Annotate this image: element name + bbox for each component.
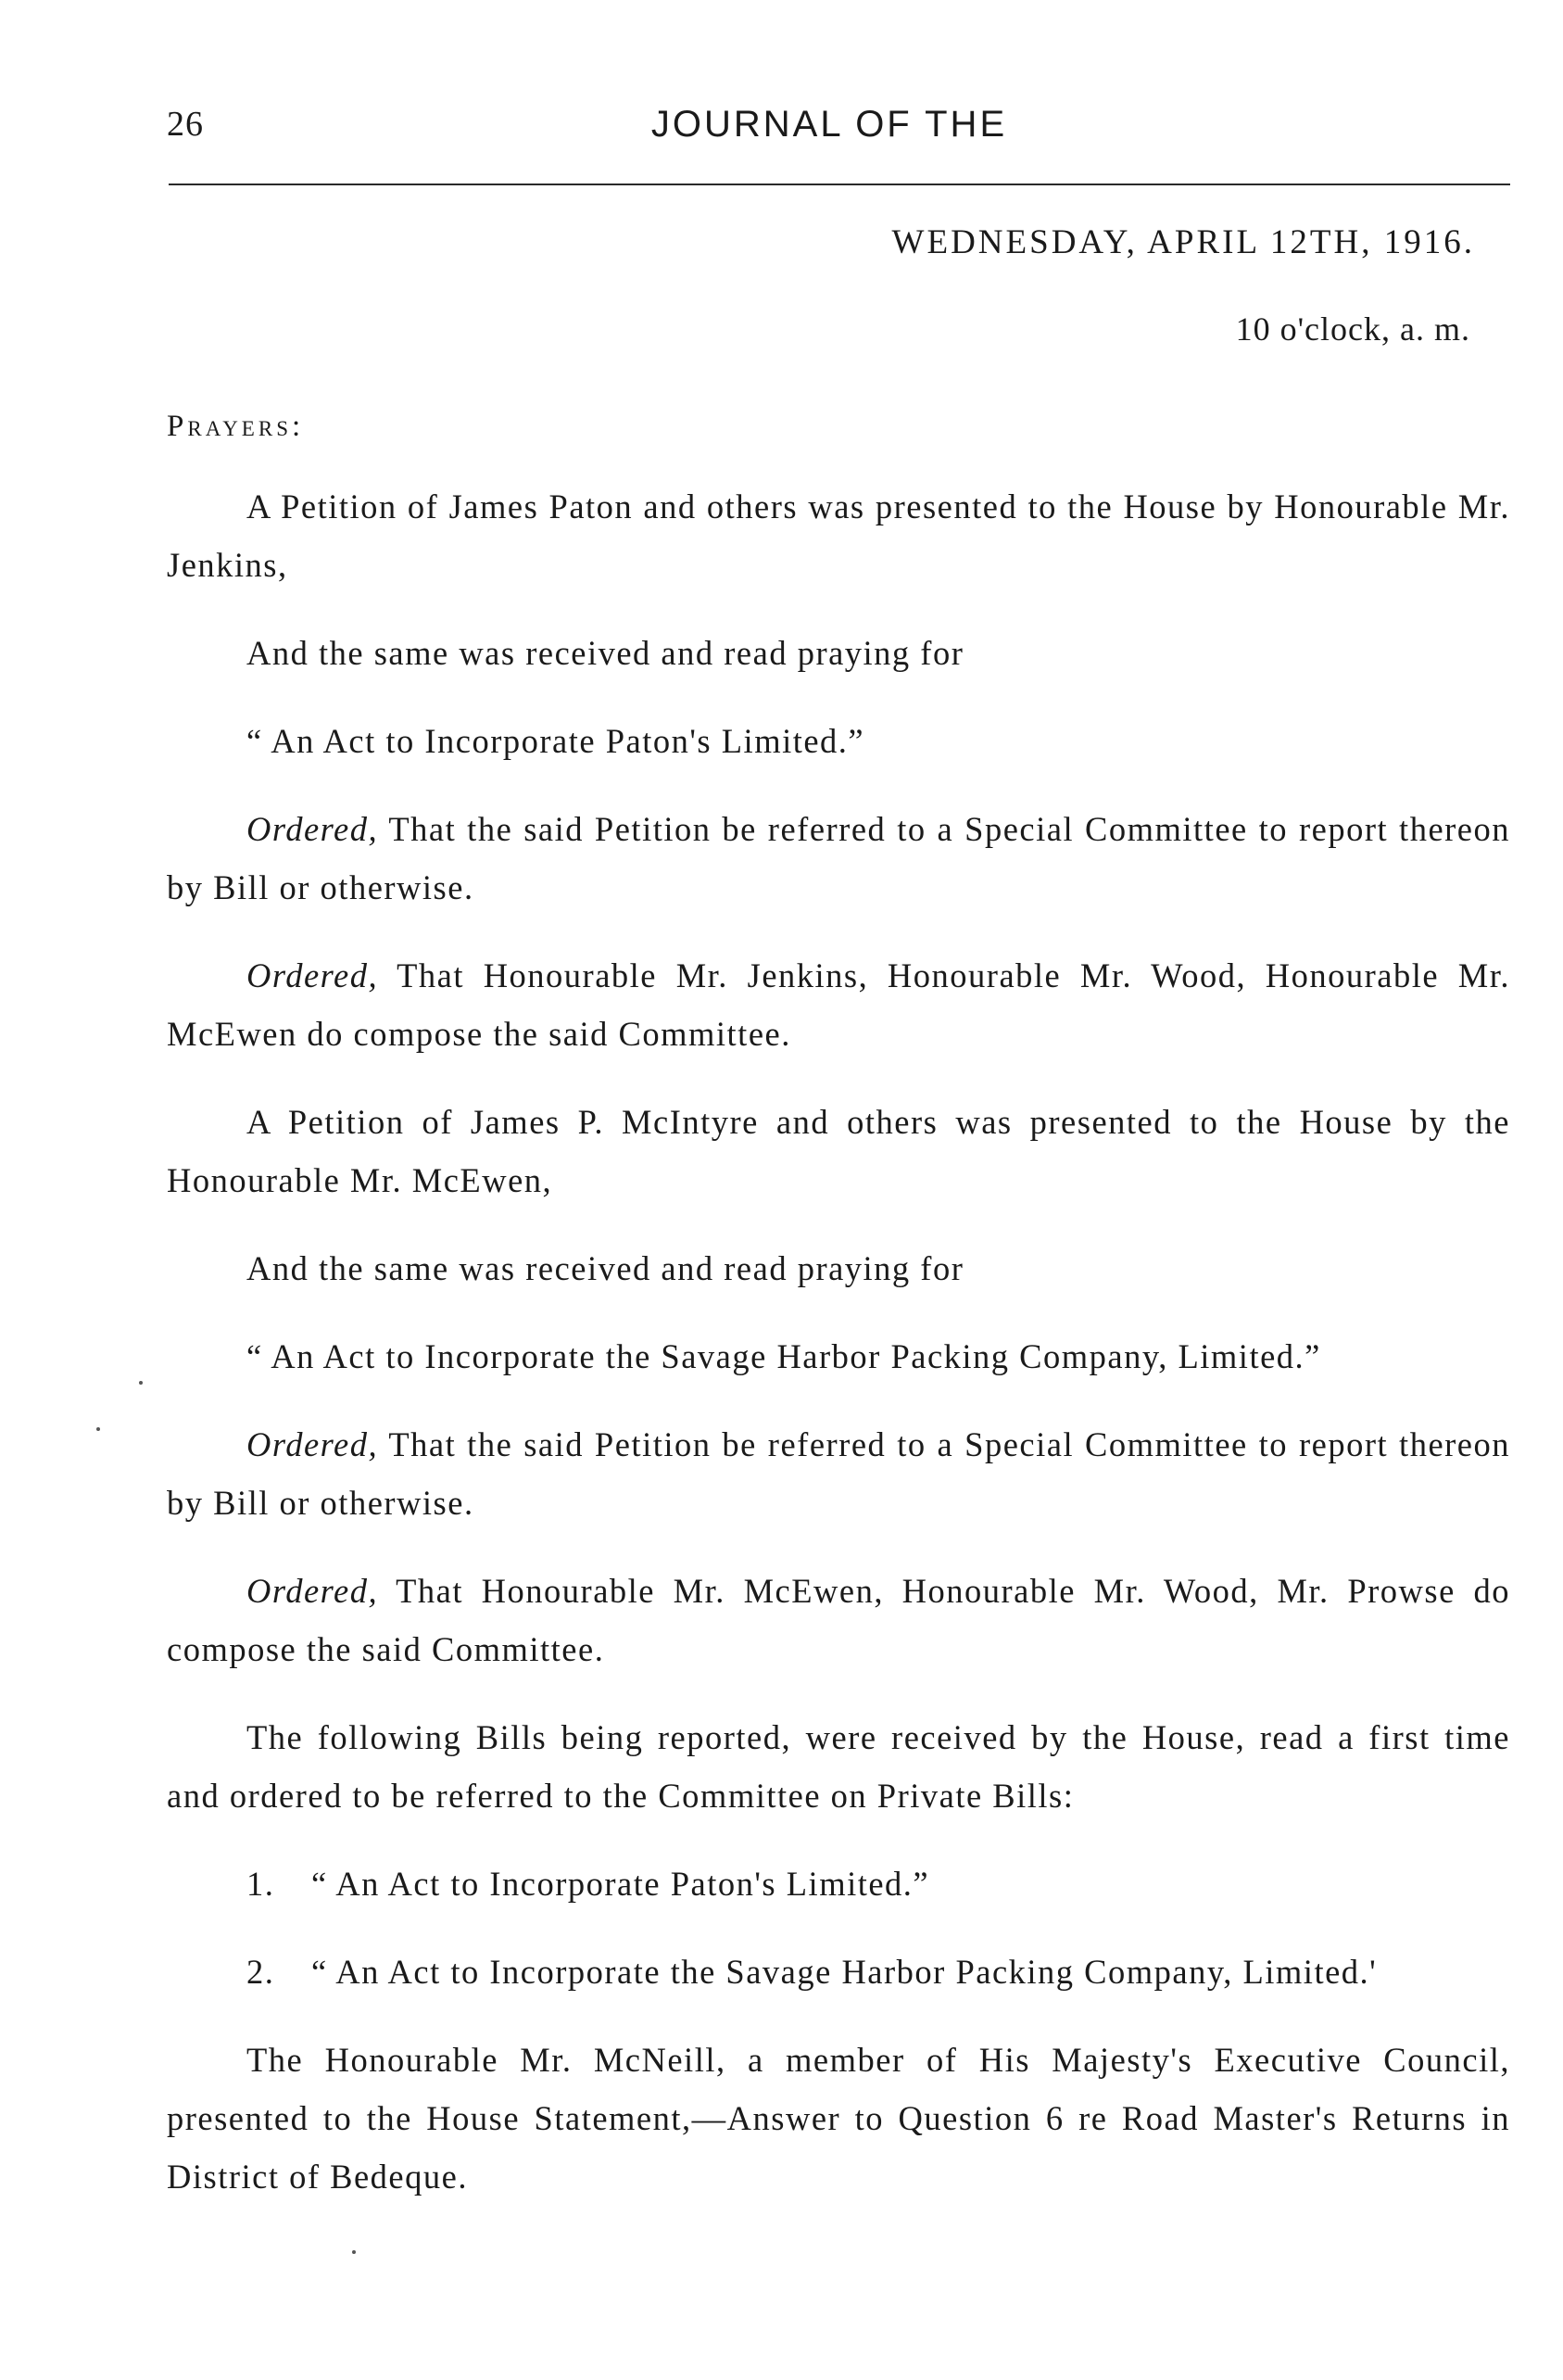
bill-title: “ An Act to Incorporate Paton's Limited.” xyxy=(311,1865,930,1903)
petition-mcintyre: A Petition of James P. McIntyre and others was presented to the House by the Honourable Mr. McEwen, xyxy=(167,1103,1510,1199)
ordered-label: Ordered, xyxy=(246,1425,379,1463)
act-title-paton: “ An Act to Incorporate Paton's Limited.” xyxy=(246,722,865,760)
petition-paton: A Petition of James Paton and others was presented to the House by Honourable Mr. Jenkins, xyxy=(167,487,1510,584)
received-praying-2: And the same was received and read praying for xyxy=(246,1249,964,1287)
act-title-savage-harbor: “ An Act to Incorporate the Savage Harbor Packing Company, Limited.” xyxy=(246,1337,1321,1375)
statement-mcneill: The Honourable Mr. McNeill, a member of His Majesty's Executive Council, presented to the House Statement,—Answer to Question 6 re Road Master's Returns in District of Bedeque. xyxy=(167,2041,1510,2196)
order-refer-paton xyxy=(167,800,1510,917)
bill-number: 2. xyxy=(246,1953,275,1991)
page-number: 26 xyxy=(167,105,204,144)
order-text: That the said Petition be referred to a Special Committee to report thereon by Bill or otherwise. xyxy=(167,1425,1510,1522)
page-header xyxy=(167,104,1510,159)
ordered-label: Ordered, xyxy=(246,956,379,994)
bill-list-item xyxy=(167,1943,1510,2001)
order-refer-mcintyre xyxy=(167,1415,1510,1532)
ordered-label: Ordered, xyxy=(246,1572,379,1610)
order-text: That the said Petition be referred to a Special Committee to report thereon by Bill or otherwise. xyxy=(167,810,1510,906)
prayers-heading: Prayers: xyxy=(167,410,305,443)
received-praying-1: And the same was received and read praying for xyxy=(246,634,964,672)
order-text: That Honourable Mr. McEwen, Honourable Mr. Wood, Mr. Prowse do compose the said Committee. xyxy=(167,1572,1510,1668)
ordered-label: Ordered, xyxy=(246,810,379,848)
bills-reported: The following Bills being reported, were received by the House, read a first time and ordered to be referred to the Committee on Private Bills: xyxy=(167,1718,1510,1815)
print-speck xyxy=(352,2250,356,2254)
bill-list-item xyxy=(167,1855,1510,1913)
running-title: JOURNAL OF THE xyxy=(650,104,1008,145)
bill-title: “ An Act to Incorporate the Savage Harbor Packing Company, Limited.' xyxy=(311,1953,1378,1991)
bill-number: 1. xyxy=(246,1865,275,1903)
order-text: That Honourable Mr. Jenkins, Honourable Mr. Wood, Honourable Mr. McEwen do compose the said Committee. xyxy=(167,956,1510,1053)
journal-body xyxy=(167,477,1510,2235)
print-speck xyxy=(139,1381,143,1385)
print-speck xyxy=(96,1427,100,1431)
dateline: WEDNESDAY, APRIL 12TH, 1916. xyxy=(891,223,1475,261)
header-rule xyxy=(169,184,1510,185)
order-committee-paton xyxy=(167,946,1510,1063)
order-committee-mcintyre xyxy=(167,1562,1510,1678)
session-time: 10 o'clock, a. m. xyxy=(1235,310,1470,348)
